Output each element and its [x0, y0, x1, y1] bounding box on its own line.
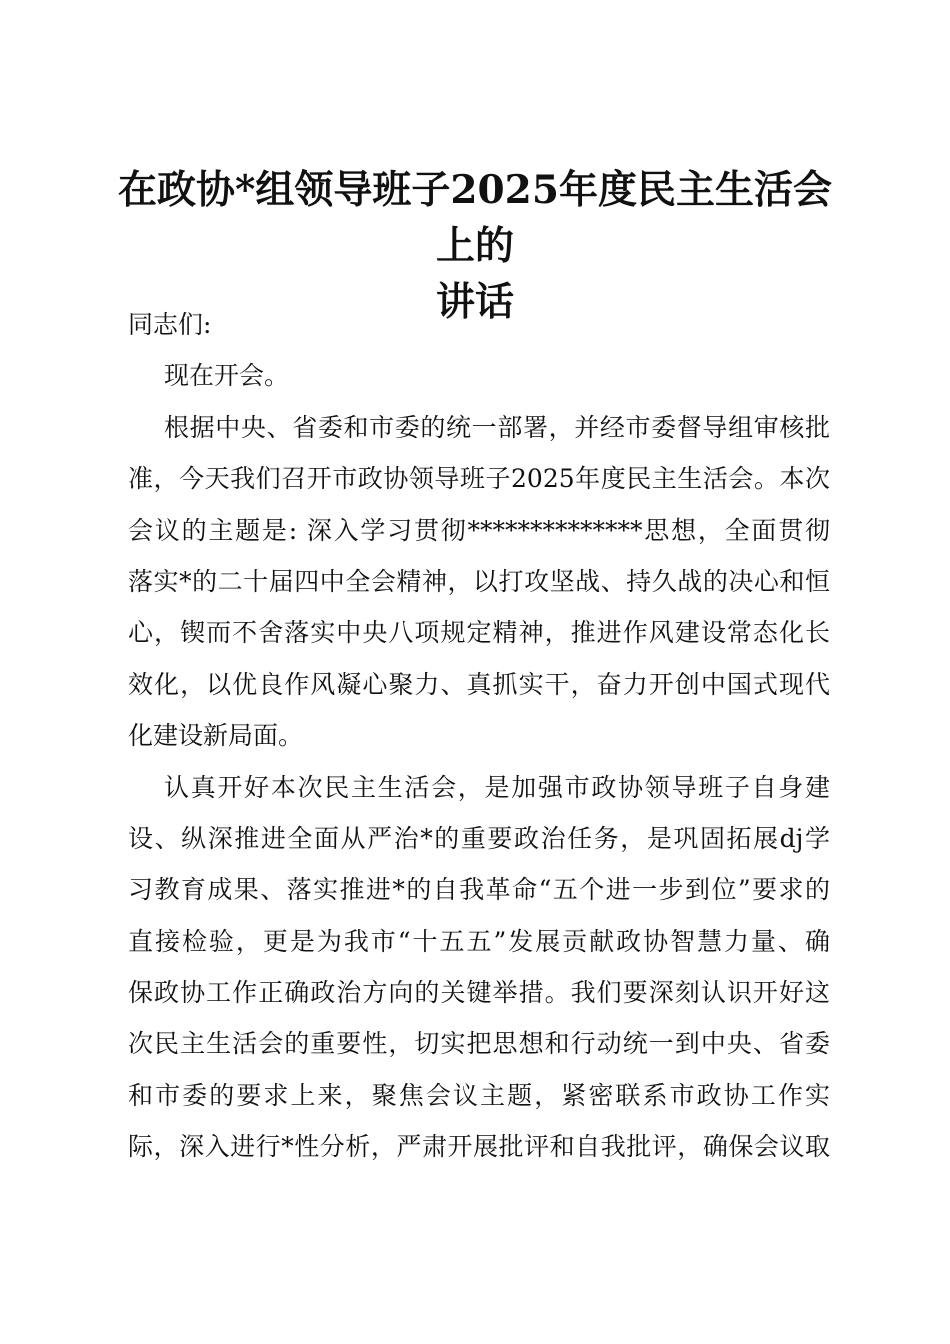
title-line-2: 讲话	[435, 279, 514, 325]
paragraph-line: 认真开好本次民主生活会，是加强市政协领导班子自身建	[164, 772, 830, 802]
paragraph-line: 保政协工作正确政治方向的关键举措。我们要深刻认识开好这	[128, 978, 830, 1008]
paragraph-line: 习教育成果、落实推进*的自我革命“五个进一步到位”要求的	[128, 875, 830, 905]
salutation: 同志们:	[128, 310, 212, 339]
paragraph-line: 现在开会。	[164, 361, 290, 391]
paragraph-line: 根据中央、省委和市委的统一部署，并经市委督导组审核批	[164, 412, 830, 442]
paragraph-line: 直接检验，更是为我市“十五五”发展贡献政协智慧力量、确	[128, 926, 830, 956]
paragraph-line: 落实*的二十届四中全会精神，以打攻坚战、持久战的决心和恒	[128, 566, 830, 596]
paragraph-line: 设、纵深推进全面从严治*的重要政治任务，是巩固拓展dj学	[128, 823, 830, 853]
paragraph-line: 次民主生活会的重要性，切实把思想和行动统一到中央、省委	[128, 1029, 830, 1059]
paragraph-line: 心，锲而不舍落实中央八项规定精神，推进作风建设常态化长	[128, 618, 830, 648]
paragraph-line: 际，深入进行*性分析，严肃开展批评和自我批评，确保会议取	[128, 1132, 830, 1162]
paragraph-line: 效化，以优良作风凝心聚力、真抓实干，奋力开创中国式现代	[128, 669, 830, 699]
paragraph-line: 化建设新局面。	[128, 721, 304, 751]
paragraph-line: 准，今天我们召开市政协领导班子2025年度民主生活会。本次	[128, 464, 830, 494]
paragraph-line: 和市委的要求上来，聚焦会议主题，紧密联系市政协工作实	[128, 1080, 830, 1110]
document-body	[128, 299, 830, 1173]
title-line-1: 在政协*组领导班子2025年度民主生活会上的	[118, 167, 832, 269]
paragraph-line: 会议的主题是: 深入学习贯彻**************思想，全面贯彻	[128, 515, 830, 545]
